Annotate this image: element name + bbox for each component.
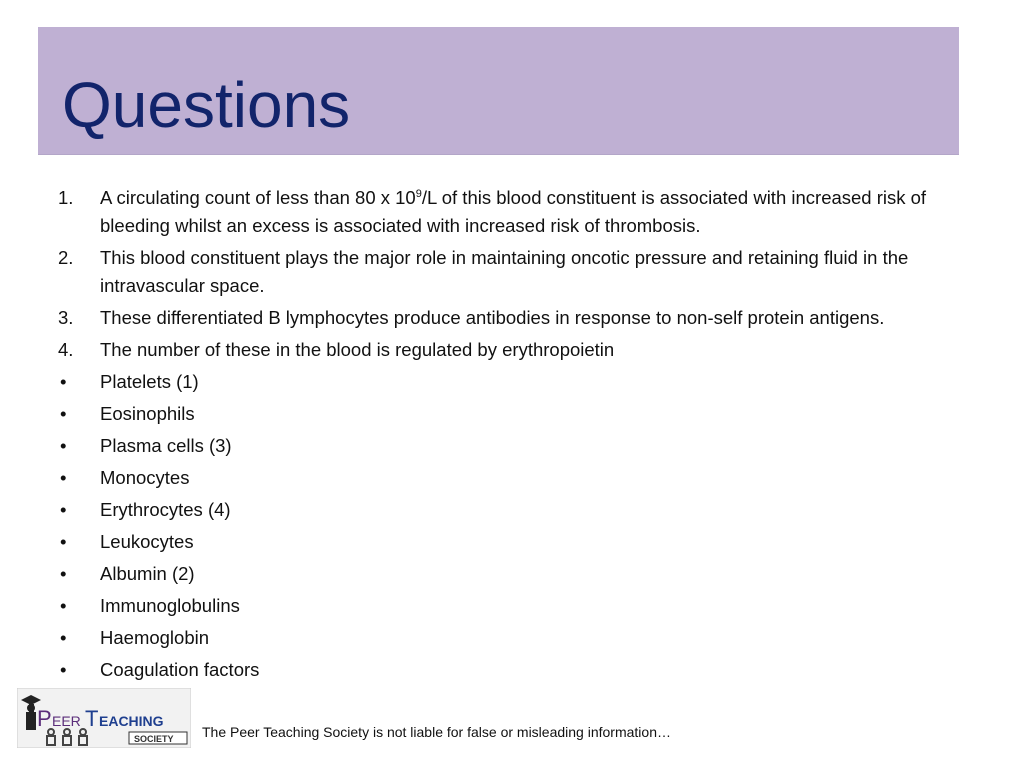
- question-number: 3.: [58, 307, 74, 328]
- answer-item: [58, 528, 968, 556]
- bullet-marker: •: [60, 499, 67, 520]
- bullet-marker: •: [60, 659, 67, 680]
- slide-title: Questions: [62, 69, 351, 141]
- answer-item: [58, 400, 968, 428]
- title-bar: [38, 27, 959, 155]
- answer-text: Eosinophils: [100, 403, 195, 424]
- logo-letter: P: [37, 706, 52, 731]
- bullet-marker: •: [60, 435, 67, 456]
- answer-item: [58, 464, 968, 492]
- peer-teaching-society-logo: [17, 688, 191, 748]
- question-1: [58, 184, 968, 240]
- bullet-marker: •: [60, 595, 67, 616]
- logo-graphic: [17, 688, 191, 748]
- answer-item: [58, 592, 968, 620]
- footer-disclaimer: The Peer Teaching Society is not liable for false or misleading information…: [202, 724, 671, 740]
- question-text: The number of these in the blood is regulated by erythropoietin: [100, 339, 615, 360]
- question-text: [100, 187, 926, 236]
- slide-content: [58, 184, 968, 688]
- answer-text: Coagulation factors: [100, 659, 260, 680]
- logo-text: EACHING: [99, 713, 164, 729]
- bullet-marker: •: [60, 563, 67, 584]
- question-text-part: A circulating count of less than 80 x 10: [100, 187, 416, 208]
- answer-text: Leukocytes: [100, 531, 194, 552]
- answer-item: [58, 656, 968, 684]
- answer-text: Haemoglobin: [100, 627, 210, 648]
- superscript: 9: [415, 188, 422, 200]
- question-3: [58, 304, 968, 332]
- answer-text: Monocytes: [100, 467, 190, 488]
- question-number: 2.: [58, 247, 74, 268]
- answer-text: Plasma cells (3): [100, 435, 232, 456]
- question-number: 1.: [58, 187, 74, 208]
- bullet-marker: •: [60, 403, 67, 424]
- answer-item: [58, 496, 968, 524]
- answer-text: Immunoglobulins: [100, 595, 240, 616]
- question-text: These differentiated B lymphocytes produce antibodies in response to non-self protein antigens.: [100, 307, 885, 328]
- logo-text: EER: [52, 713, 81, 729]
- answer-item: [58, 432, 968, 460]
- question-2: [58, 244, 968, 300]
- bullet-marker: •: [60, 531, 67, 552]
- question-4: [58, 336, 968, 364]
- logo-text: SOCIETY: [134, 734, 174, 744]
- answer-item: [58, 560, 968, 588]
- bullet-marker: •: [60, 627, 67, 648]
- question-text-part: /L of this blood constituent is associated with increased risk of bleeding whilst an excess is associated with increased risk of thrombosis.: [100, 187, 927, 236]
- logo-letter: T: [85, 706, 99, 731]
- question-text: This blood constituent plays the major role in maintaining oncotic pressure and retaining fluid in the intravascular space.: [100, 247, 909, 296]
- question-number: 4.: [58, 339, 74, 360]
- bullet-marker: •: [60, 467, 67, 488]
- answer-item: [58, 368, 968, 396]
- bullet-marker: •: [60, 371, 67, 392]
- answer-text: Erythrocytes (4): [100, 499, 231, 520]
- answer-item: [58, 624, 968, 652]
- answer-text: Platelets (1): [100, 371, 199, 392]
- answer-text: Albumin (2): [100, 563, 195, 584]
